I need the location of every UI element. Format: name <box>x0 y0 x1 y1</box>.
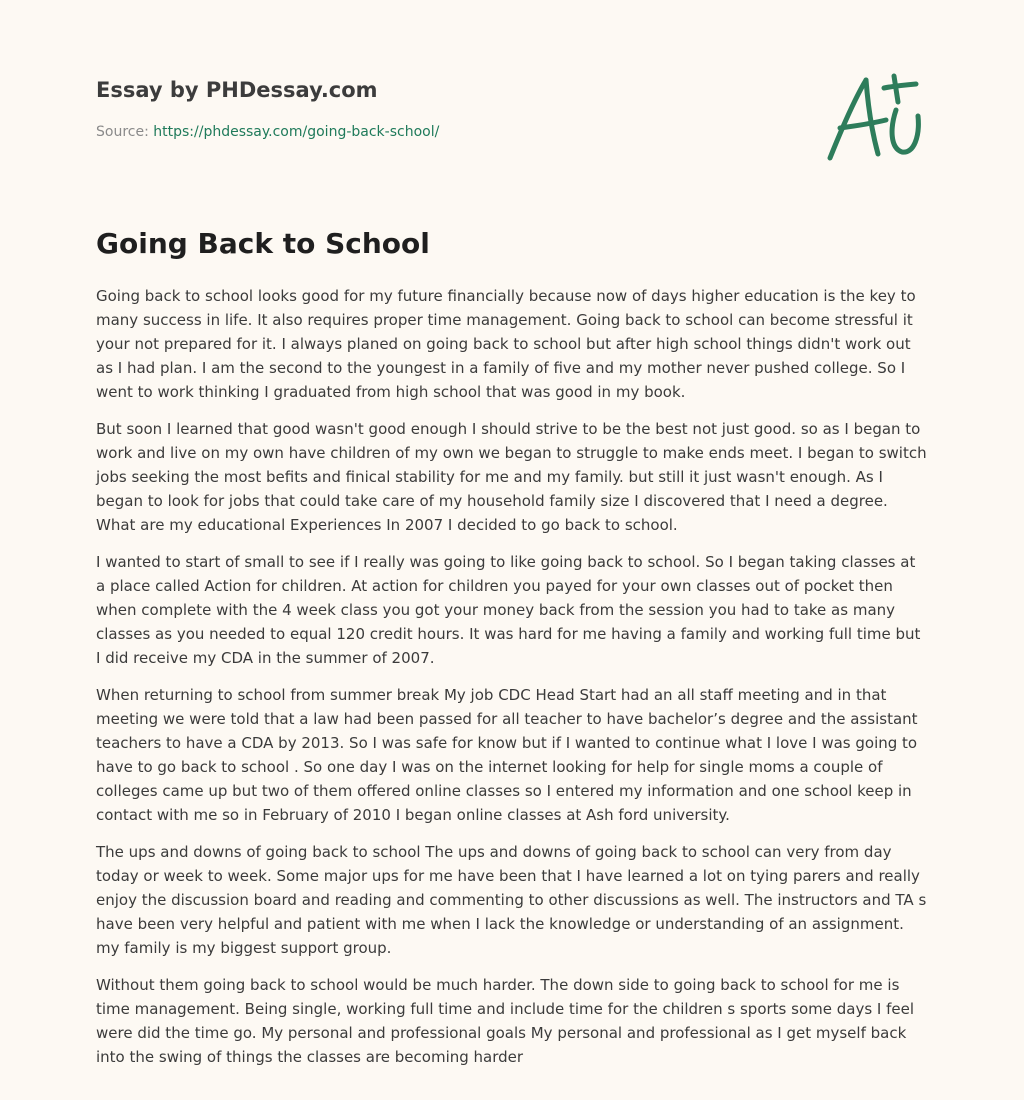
essay-paragraph: When returning to school from summer break My job CDC Head Start had an all staff meeting and in that meeting we were told that a law had been passed for all teacher to have bachelor’s degree and the assistant teachers to have a CDA by 2013. So I was safe for know but if I wanted to continue what I love I was going to have to go back to school . So one day I was on the internet looking for help for single moms a couple of colleges came up but two of them offered online classes so I entered my information and one school keep in contact with me so in February of 2010 I began online classes at Ash ford university. <box>96 686 918 824</box>
essay-paragraph: But soon I learned that good wasn't good enough I should strive to be the best not just good. so as I began to work and live on my own have children of my own we began to struggle to make ends meet. I began to switch jobs seeking the most befits and finical stability for me and my family. but still it just wasn't enough. As I began to look for jobs that could take care of my household family size I discovered that I need a degree. What are my educational Experiences In 2007 I decided to go back to school. <box>96 420 927 534</box>
essay-paragraph: I wanted to start of small to see if I really was going to like going back to school. So I began taking classes at a place called Action for children. At action for children you payed for your own classes out of pocket then when complete with the 4 week class you got your money back from the session you had to take as many classes as you needed to equal 120 credit hours. It was hard for me having a family and working full time but I did receive my CDA in the summer of 2007. <box>96 553 921 667</box>
site-brand: Essay by PHDessay.com <box>96 78 378 102</box>
a-plus-logo-icon <box>820 66 928 166</box>
source-label: Source: <box>96 124 154 140</box>
essay-paragraph: Going back to school looks good for my future financially because now of days higher education is the key to many success in life. It also requires proper time management. Going back to school can become stressful it your not prepared for it. I always planed on going back to school but after high school things didn't work out as I had plan. I am the second to the youngest in a family of five and my mother never pushed college. So I went to work thinking I graduated from high school that was good in my book. <box>96 287 916 401</box>
essay-body <box>96 284 928 1082</box>
essay-paragraph: The ups and downs of going back to school The ups and downs of going back to school can very from day today or week to week. Some major ups for me have been that I have learned a lot on tying parers and really enjoy the discussion board and reading and commenting to other discussions as well. The instructors and TA s have been very helpful and patient with me when I lack the knowledge or understanding of an assignment. my family is my biggest support group. <box>96 843 927 957</box>
essay-paragraph: Without them going back to school would be much harder. The down side to going back to school for me is time management. Being single, working full time and include time for the children s sports some days I feel were did the time go. My personal and professional goals My personal and professional as I get myself back into the swing of things the classes are becoming harder <box>96 976 914 1066</box>
page-header <box>96 74 796 140</box>
source-link[interactable]: https://phdessay.com/going-back-school/ <box>153 124 440 140</box>
source-line <box>96 124 439 140</box>
essay-title: Going Back to School <box>96 227 430 260</box>
